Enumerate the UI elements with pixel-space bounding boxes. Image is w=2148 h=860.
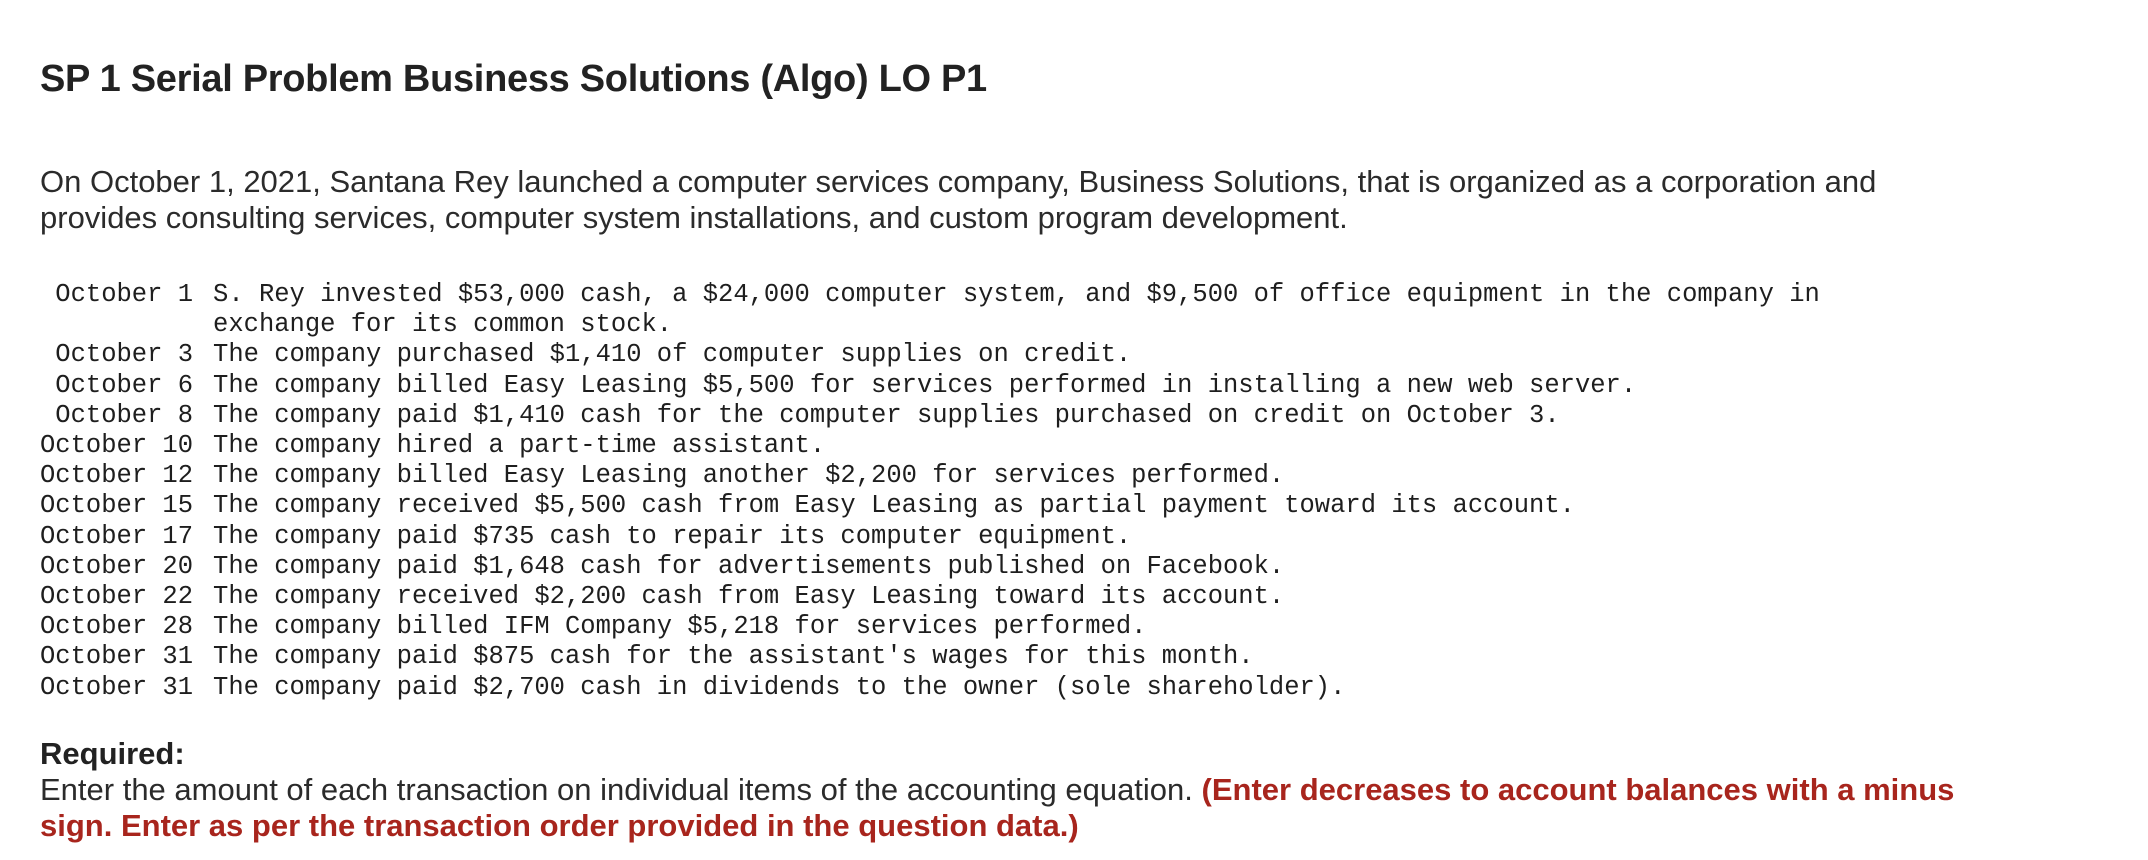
- transaction-date: October 8: [55, 400, 194, 430]
- transaction-description: The company purchased $1,410 of computer supplies on credit.: [213, 340, 1132, 370]
- transaction-description: The company hired a part-time assistant.: [213, 431, 826, 461]
- transaction-date: October 1: [55, 280, 194, 309]
- table-row: [40, 612, 1933, 642]
- instructions-emphasis: (Enter decreases to account balances with a minus sign. Enter as per the transaction order provided in the question data.): [40, 772, 1955, 843]
- table-row: [40, 552, 1933, 582]
- intro-paragraph: On October 1, 2021, Santana Rey launched a computer services company, Business Solutions, that is organized as a corporation and provides consulting services, computer system installations, and custom program development.: [40, 164, 1877, 235]
- required-instructions: [40, 772, 2000, 844]
- table-row: [40, 461, 1933, 491]
- transaction-description: The company paid $1,648 cash for advertisements published on Facebook.: [213, 551, 1285, 581]
- transaction-description: The company paid $1,410 cash for the computer supplies purchased on credit on October 3.: [213, 400, 1560, 430]
- transaction-date: October 3: [55, 340, 194, 370]
- table-row: [40, 491, 1933, 521]
- transaction-description: The company paid $875 cash for the assistant's wages for this month.: [213, 642, 1254, 672]
- transaction-date: October 22: [40, 582, 194, 612]
- table-row: [40, 642, 1933, 672]
- instructions-text: Enter the amount of each transaction on individual items of the accounting equation.: [40, 772, 1193, 807]
- transaction-date: October 12: [40, 461, 194, 491]
- table-row: [40, 582, 1933, 612]
- table-row: [40, 280, 1933, 340]
- table-row: [40, 522, 1933, 552]
- table-row: [40, 673, 1933, 703]
- transaction-date: October 15: [40, 491, 194, 521]
- transaction-description: The company billed Easy Leasing another $2,200 for services performed.: [213, 461, 1285, 491]
- transaction-description: S. Rey invested $53,000 cash, a $24,000 computer system, and $9,500 of office equipment in the company in exchange for its common stock.: [213, 280, 1820, 340]
- transaction-date: October 10: [40, 431, 194, 461]
- transaction-date: October 28: [40, 612, 194, 642]
- table-row: [40, 401, 1933, 431]
- transaction-description: The company billed Easy Leasing $5,500 for services performed in installing a new web server.: [213, 370, 1637, 400]
- transaction-date: October 31: [40, 672, 194, 702]
- transaction-description: The company received $2,200 cash from Easy Leasing toward its account.: [213, 582, 1285, 612]
- transaction-description: The company paid $735 cash to repair its computer equipment.: [213, 521, 1132, 551]
- transaction-date: October 20: [40, 551, 194, 581]
- transaction-description: The company received $5,500 cash from Easy Leasing as partial payment toward its account.: [213, 491, 1575, 521]
- transaction-description: The company billed IFM Company $5,218 for services performed.: [213, 612, 1147, 642]
- table-row: [40, 340, 1933, 370]
- transaction-description: The company paid $2,700 cash in dividends to the owner (sole shareholder).: [213, 672, 1346, 702]
- transaction-date: October 31: [40, 642, 194, 672]
- required-label: Required:: [40, 736, 185, 771]
- transaction-date: October 6: [55, 370, 194, 400]
- transaction-date: October 17: [40, 521, 194, 551]
- page-title: SP 1 Serial Problem Business Solutions (Algo) LO P1: [40, 58, 987, 100]
- table-row: [40, 431, 1933, 461]
- table-row: [40, 371, 1933, 401]
- transactions-table: [40, 280, 1933, 703]
